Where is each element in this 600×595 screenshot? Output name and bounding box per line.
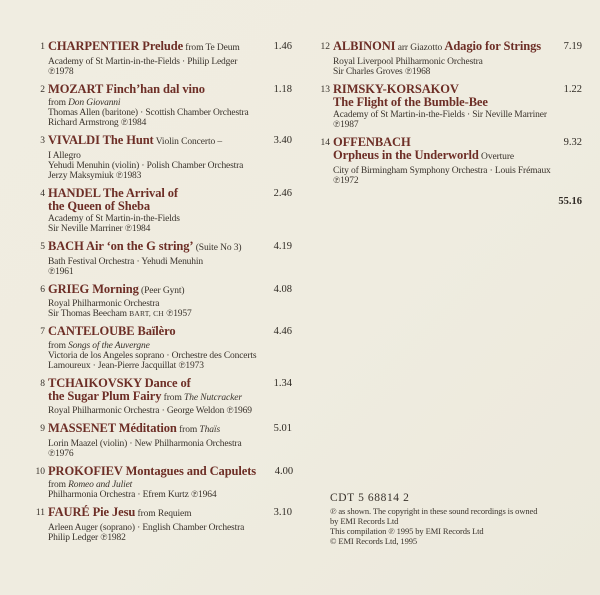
title-annotation: Thaïs [199, 425, 221, 435]
track-title [48, 465, 256, 479]
track-title [48, 422, 255, 437]
track-detail-line [333, 110, 582, 120]
track-title [48, 506, 255, 521]
track-detail-line [333, 166, 582, 176]
track-detail-line [333, 57, 582, 67]
detail-text: Royal Liverpool Philharmonic Orchestra [333, 56, 483, 67]
title-annotation: Overture [478, 152, 515, 162]
track-item [25, 465, 292, 501]
title-main-text: OFFENBACH [333, 135, 411, 149]
detail-text: ℗1957 [163, 309, 192, 319]
track-item [310, 136, 582, 186]
track-number: 3 [40, 136, 45, 146]
detail-text: Sir Neville Marriner ℗1984 [48, 224, 151, 234]
tracklist-column-right [310, 40, 582, 207]
detail-text: BART, CH [129, 309, 164, 318]
track-details [48, 214, 292, 234]
track-detail-line [333, 67, 582, 77]
track-number: 13 [320, 84, 330, 95]
footer-block [330, 492, 582, 546]
track-details [333, 57, 582, 77]
track-duration: 4.08 [273, 283, 292, 295]
detail-text: Sir Thomas Beecham [48, 309, 130, 319]
detail-text: from [48, 480, 69, 490]
track-detail-line [48, 224, 292, 234]
track-number: 2 [40, 84, 45, 95]
title-main-text: MASSENET Méditation [48, 421, 177, 435]
track-title [48, 325, 255, 339]
track-number: 1 [40, 42, 45, 52]
track-number: 7 [40, 327, 45, 337]
title-main-text: the Queen of Sheba [48, 198, 151, 213]
track-item [25, 506, 292, 543]
copyright-line: This compilation ℗ 1995 by EMI Records Ltd [330, 526, 484, 536]
title-annotation: Violin Concerto – [153, 137, 223, 147]
title-annotation: The Nutcracker [184, 392, 242, 403]
title-main-text: Orpheus in the Underworld [333, 148, 479, 162]
title-annotation: (Peer Gynt) [138, 285, 185, 296]
detail-text: ℗1961 [48, 266, 74, 277]
track-detail-line [48, 151, 292, 161]
title-main-text: the Sugar Plum Fairy [48, 388, 162, 403]
track-detail-line [48, 361, 292, 371]
detail-text: Lamoureux · Jean-Pierre Jacquillat ℗1973 [48, 360, 204, 371]
track-duration: 1.34 [273, 377, 292, 389]
track-details [48, 257, 292, 277]
track-detail-line [333, 176, 582, 186]
title-annotation: (Suite No 3) [193, 243, 242, 253]
track-item [25, 187, 292, 235]
track-details [48, 523, 292, 543]
title-main-text: PROKOFIEV Montagues and Capulets [48, 463, 257, 478]
track-detail-line [48, 533, 292, 543]
title-main-text: CANTELOUBE Baïlèro [48, 324, 176, 338]
track-detail-line [48, 309, 292, 319]
track-detail-line [333, 120, 582, 130]
title-main-text: GRIEG Morning [48, 281, 139, 296]
track-duration: 4.46 [273, 326, 292, 337]
track-detail-line [48, 171, 292, 181]
track-detail-line [48, 267, 292, 277]
track-details [48, 151, 292, 181]
track-number: 4 [40, 188, 45, 199]
title-annotation: from Te Deum [183, 43, 240, 53]
title-annotation: from [161, 392, 185, 403]
detail-text: Yehudi Menuhin (violin) · Polish Chamber Orchestra [48, 160, 244, 171]
title-main-text: Adagio for Strings [444, 39, 541, 53]
detail-text: Academy of St Martin-in-the-Fields · Sir Neville Marriner [333, 110, 547, 120]
track-duration: 5.01 [273, 423, 292, 434]
track-detail-line [48, 299, 292, 309]
detail-text: from [48, 340, 69, 351]
total-time: 55.16 [558, 195, 582, 207]
detail-text: from [48, 98, 69, 108]
track-item [310, 40, 582, 77]
title-main-text: RIMSKY-KORSAKOV [333, 81, 459, 96]
track-item [25, 134, 292, 181]
track-detail-line [48, 406, 292, 416]
detail-text: Jerzy Maksymiuk ℗1983 [48, 170, 142, 181]
track-details [48, 299, 292, 319]
track-item [25, 325, 292, 371]
track-details [48, 57, 292, 77]
title-main-text: ALBINONI [333, 39, 396, 53]
track-duration: 4.19 [273, 241, 292, 252]
title-annotation: from Requiem [135, 509, 192, 519]
track-details [333, 110, 582, 130]
track-detail-line [48, 449, 292, 459]
track-details [48, 98, 292, 128]
track-item [25, 83, 292, 129]
track-number: 6 [40, 284, 45, 295]
copyright-line: © EMI Records Ltd, 1995 [330, 536, 418, 546]
track-number: 14 [320, 138, 330, 148]
detail-text: Royal Philharmonic Orchestra · George Weldon ℗1969 [48, 406, 252, 416]
detail-text: Academy of St Martin-in-the-Fields · Philip Ledger [48, 56, 238, 67]
track-duration: 2.46 [273, 187, 292, 199]
title-main-text: MOZART Finch’han dal vino [48, 81, 205, 96]
title-annotation: from [176, 425, 200, 435]
detail-text: ℗1976 [48, 448, 74, 459]
detail-text: Philip Ledger ℗1982 [48, 532, 126, 543]
track-details [48, 439, 292, 459]
track-detail-line [48, 98, 292, 108]
detail-text: Don Giovanni [68, 98, 121, 108]
track-item [310, 83, 582, 131]
detail-text: Richard Armstrong ℗1984 [48, 118, 147, 128]
track-title [48, 377, 255, 405]
title-main-text: The Flight of the Bumble-Bee [333, 94, 488, 109]
track-title [48, 134, 255, 149]
track-title [333, 40, 545, 55]
track-number: 8 [40, 378, 45, 389]
track-detail-line [48, 57, 292, 67]
track-detail-line [48, 523, 292, 533]
track-detail-line [48, 214, 292, 224]
track-detail-line [48, 118, 292, 128]
track-detail-line [48, 67, 292, 77]
track-item [25, 422, 292, 459]
detail-text: Sir Charles Groves ℗1968 [333, 66, 431, 77]
detail-text: Victoria de los Angeles soprano · Orchestre des Concerts [48, 350, 257, 361]
track-title [333, 136, 545, 164]
track-duration: 9.32 [563, 137, 582, 148]
track-title [333, 83, 545, 109]
track-detail-line [48, 490, 293, 500]
track-detail-line [48, 108, 292, 118]
track-title [48, 40, 255, 55]
track-detail-line [48, 161, 292, 171]
title-annotation: arr Giazotto [395, 43, 445, 53]
detail-text: Royal Philharmonic Orchestra [48, 299, 160, 309]
track-duration: 1.46 [273, 41, 292, 52]
detail-text: Philharmonia Orchestra · Efrem Kurtz ℗1964 [48, 490, 217, 500]
title-main-text: FAURÉ Pie Jesu [48, 505, 136, 519]
title-main-text: TCHAIKOVSKY Dance of [48, 375, 191, 390]
track-number: 10 [35, 466, 45, 477]
track-detail-line [48, 439, 292, 449]
track-detail-line [48, 257, 292, 267]
copyright-line: ℗ as shown. The copyright in these sound recordings is owned [330, 506, 538, 516]
track-duration: 3.10 [273, 507, 292, 518]
track-duration: 7.19 [563, 41, 582, 52]
track-details [333, 166, 582, 186]
track-number: 11 [35, 508, 45, 518]
detail-text: ℗1972 [333, 175, 359, 186]
track-duration: 4.00 [274, 465, 294, 477]
track-title [48, 187, 255, 213]
track-duration: 1.22 [563, 83, 582, 95]
track-item [25, 283, 292, 320]
catalog-number: CDT 5 68814 2 [330, 492, 410, 504]
track-number: 5 [40, 242, 45, 252]
track-number: 9 [40, 424, 45, 434]
track-details [48, 406, 292, 416]
detail-text: Romeo and Juliet [68, 480, 133, 490]
detail-text: City of Birmingham Symphony Orchestra · Louis Frémaux [333, 165, 551, 176]
track-duration: 1.18 [273, 83, 292, 95]
detail-text: Bath Festival Orchestra · Yehudi Menuhin [48, 256, 203, 267]
track-detail-line [48, 480, 293, 490]
track-number: 12 [320, 42, 330, 52]
detail-text: Thomas Allen (baritone) · Scottish Chamber Orchestra [48, 108, 249, 118]
track-detail-line [48, 341, 292, 351]
track-title [48, 83, 255, 97]
track-item [25, 377, 292, 417]
detail-text: Songs of the Auvergne [68, 340, 150, 351]
track-details [48, 341, 292, 371]
title-main-text: CHARPENTIER Prelude [48, 39, 184, 53]
title-main-text: HANDEL The Arrival of [48, 185, 178, 200]
detail-text: Arleen Auger (soprano) · English Chamber Orchestra [48, 522, 245, 533]
detail-text: ℗1978 [48, 66, 74, 77]
track-item [25, 40, 292, 77]
copyright-line: by EMI Records Ltd [330, 516, 399, 526]
track-item [25, 240, 292, 277]
detail-text: Academy of St Martin-in-the-Fields [48, 214, 180, 224]
detail-text: I Allegro [48, 150, 81, 161]
detail-text: ℗1987 [333, 120, 359, 130]
track-details [48, 480, 293, 500]
track-detail-line [48, 351, 292, 361]
track-title [48, 240, 255, 255]
tracklist-column-left [25, 40, 292, 549]
detail-text: Lorin Maazel (violin) · New Philharmonia Orchestra [48, 438, 242, 449]
title-main-text: VIVALDI The Hunt [48, 133, 154, 147]
track-title [48, 283, 255, 298]
track-duration: 3.40 [273, 135, 292, 146]
title-main-text: BACH Air ‘on the G string’ [48, 239, 194, 253]
